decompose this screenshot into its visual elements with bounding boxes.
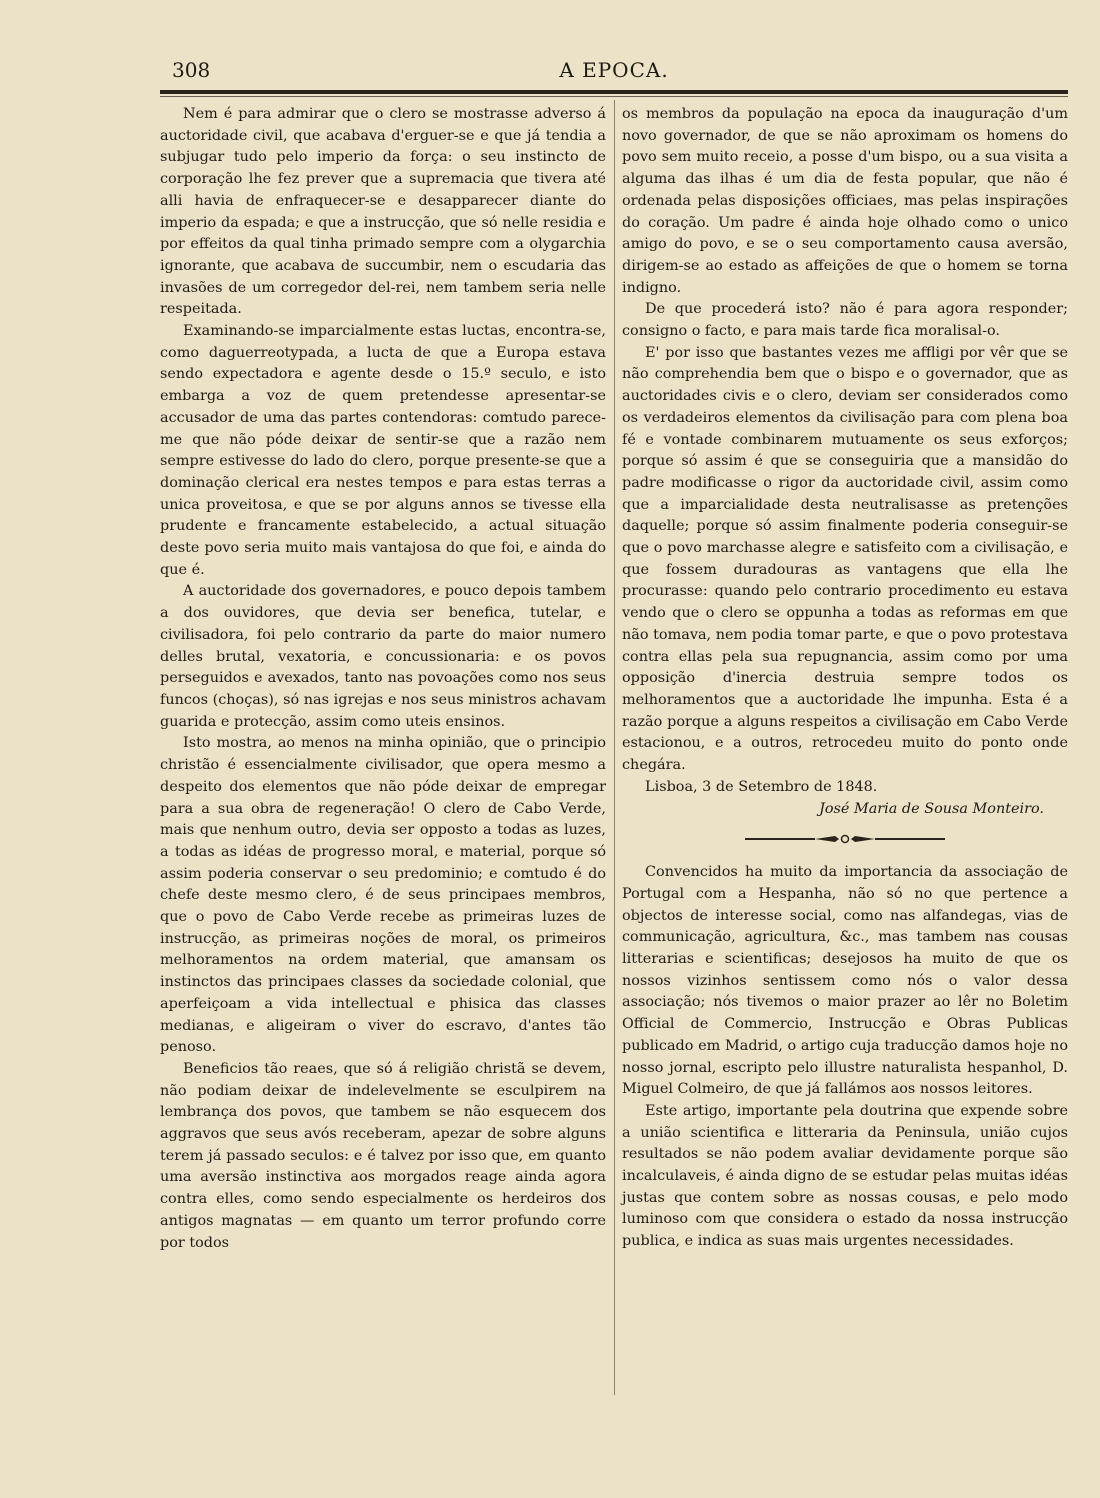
- left-column: [160, 104, 606, 1254]
- ornament-icon: [815, 834, 875, 844]
- paragraph: Examinando-se imparcialmente estas luctas, encontra-se, como daguerreotypada, a lucta de que a Europa estava sendo expectadora e agente desde o 15.º seculo, e isto embarga a voz de quem pretendesse apresentar-se accusador de uma das partes contendoras: comtudo parece-me que não póde deixar de sentir-se que a razão nem sempre estivesse do lado do clero, porque presente-se que a dominação clerical era nestes tempos e para estas terras a unica proveitosa, e que se por alguns annos se tivesse ella prudente e francamente estabelecido, a actual situação deste povo seria muito mais vantajosa do que foi, e ainda do que é.: [160, 323, 606, 578]
- page-header: [160, 58, 1068, 88]
- author-signature: José Maria de Sousa Monteiro.: [819, 800, 1044, 817]
- paragraph: A auctoridade dos governadores, e pouco depois tambem a dos ouvidores, que devia ser benefica, tutelar, e civilisadora, foi pelo contrario da parte do maior numero delles brutal, vexatoria, e concussionaria: e os povos perseguidos e avexados, tanto nas povoações como nos seus funcos (choças), só nas igrejas e nos seus ministros achavam guarida e protecção, assim como uteis ensinos.: [160, 583, 606, 730]
- paragraph: E' por isso que bastantes vezes me affligi por vêr que se não comprehendia bem que o bispo e o governador, que as auctoridades civis e o clero, deviam ser considerados como os verdadeiros elementos da civilisação para com plena boa fé e vontade combinarem mutuamente os seus exforços; porque só assim é que se conseguiria que a mansidão do padre modificasse o rigor da auctoridade civil, assim como que a imparcialidade desta neutralisasse as pretenções daquelle; porque só assim finalmente poderia conseguir-se que o povo marchasse alegre e satisfeito com a civilisação, e que fossem duradouras as vantagens que ella lhe procurasse: quando pelo contrario procedimento eu estava vendo que o clero se oppunha a todas as reformas em que não tomava, nem podia tomar parte, e que o povo protestava contra ellas pela sua repugnancia, assim como por uma opposição d'inercia destruia sempre todos os melhoramentos que a auctoridade lhe impunha. Esta é a razão porque a alguns respeitos a civilisação em Cabo Verde estacionou, e a outros, retrocedeu muito do ponto onde chegára.: [622, 344, 1068, 774]
- header-rule-thin: [160, 96, 1068, 97]
- paragraph: Convencidos ha muito da importancia da associação de Portugal com a Hespanha, não só no que pertence a objectos de interesse social, como nas alfandegas, vias de communicação, agricultura, &c., mas tambem nas cousas litterarias e scientificas; desejosos ha muito de que os nossos vizinhos sentissem como nós o valor dessa associação; nós tivemos o maior prazer ao lêr no Boletim Official de Commercio, Instrucção e Obras Publicas publicado em Madrid, o artigo cuja traducção damos hoje no nosso jornal, escripto pelo illustre naturalista hespanhol, D. Miguel Colmeiro, de que já fallámos aos nossos leitores.: [622, 864, 1068, 1098]
- dateline: Lisboa, 3 de Setembro de 1848.: [645, 778, 878, 795]
- paragraph: Nem é para admirar que o clero se mostrasse adverso á auctoridade civil, que acabava d'erguer-se e que já tendia a subjugar tudo pelo imperio da força: o seu instincto de corporação lhe fez prever que a supremacia que tivera até alli havia de enfraquecer-se e desapparecer diante do imperio da espada; e que a instrucção, que só nelle residia e por effeitos da qual tinha primado sempre com a olygarchia ignorante, que acabava de succumbir, nem o escudaria das invasões de um corregedor del-rei, nem tambem seria nelle respeitada.: [160, 106, 606, 318]
- header-rule: [160, 90, 1068, 94]
- newspaper-title: A EPOCA.: [559, 58, 669, 82]
- ornament-line-right: [875, 838, 945, 840]
- paragraph: De que procederá isto? não é para agora responder; consigno o facto, e para mais tarde fica moralisal-o.: [622, 301, 1068, 340]
- paragraph: Este artigo, importante pela doutrina que expende sobre a união scientifica e litteraria da Peninsula, união cujos resultados se não podem avaliar devidamente porque são incalculaveis, é ainda digno de se estudar pelas muitas idéas justas que contem sobre as nossas cousas, e pelo modo luminoso com que considera o estado da nossa instrucção publica, e indica as suas mais urgentes necessidades.: [622, 1102, 1068, 1250]
- page-number: 308: [172, 58, 211, 82]
- column-divider: [614, 100, 615, 1395]
- paragraph: Isto mostra, ao menos na minha opinião, que o principio christão é essencialmente civilisador, que opera mesmo a despeito dos elementos que não póde deixar de empregar para a sua obra de regeneração! O clero de Cabo Verde, mais que nenhum outro, devia ser opposto a todas as luzes, a todas as idéas de progresso moral, e material, porque só assim poderia conservar o seu predominio; e comtudo é do chefe deste mesmo clero, é de seus principaes membros, que o povo de Cabo Verde recebe as primeiras luzes de instrucção, as primeiras noções de moral, os primeiros melhoramentos na ordem material, que amansam os instinctos das principaes classes da sociedade colonial, que aperfeiçoam a vida intellectual e phisica das classes medianas, e aligeiram o viver do escravo, d'antes tão penoso.: [160, 735, 606, 1056]
- paragraph: Beneficios tão reaes, que só á religião christã se devem, não podiam deixar de indelevelmente se esculpirem na lembrança dos povos, que tambem se não esquecem dos aggravos que seus avós receberam, apezar de sobre alguns terem já passado seculos: e é talvez por isso que, em quanto uma aversão instinctiva aos morgados reage ainda agora contra elles, como sendo especialmente os herdeiros dos antigos magnatas — em quanto um terror profundo corre por todos: [160, 1060, 606, 1251]
- ornament-divider: [622, 834, 1068, 844]
- right-column: [622, 104, 1068, 1253]
- paragraph: os membros da população na epoca da inauguração d'um novo governador, de que se não aproximam os homens do povo sem muito receio, a posse d'um bispo, ou a sua visita a alguma das ilhas é um dia de festa popular, que não é ordenada pelas disposições officiaes, mas pelas inspirações do coração. Um padre é ainda hoje olhado como o unico amigo do povo, e se o seu comportamento causa aversão, dirigem-se ao estado as affeições de que o homem se torna indigno.: [622, 106, 1068, 296]
- ornament-line-left: [745, 838, 815, 840]
